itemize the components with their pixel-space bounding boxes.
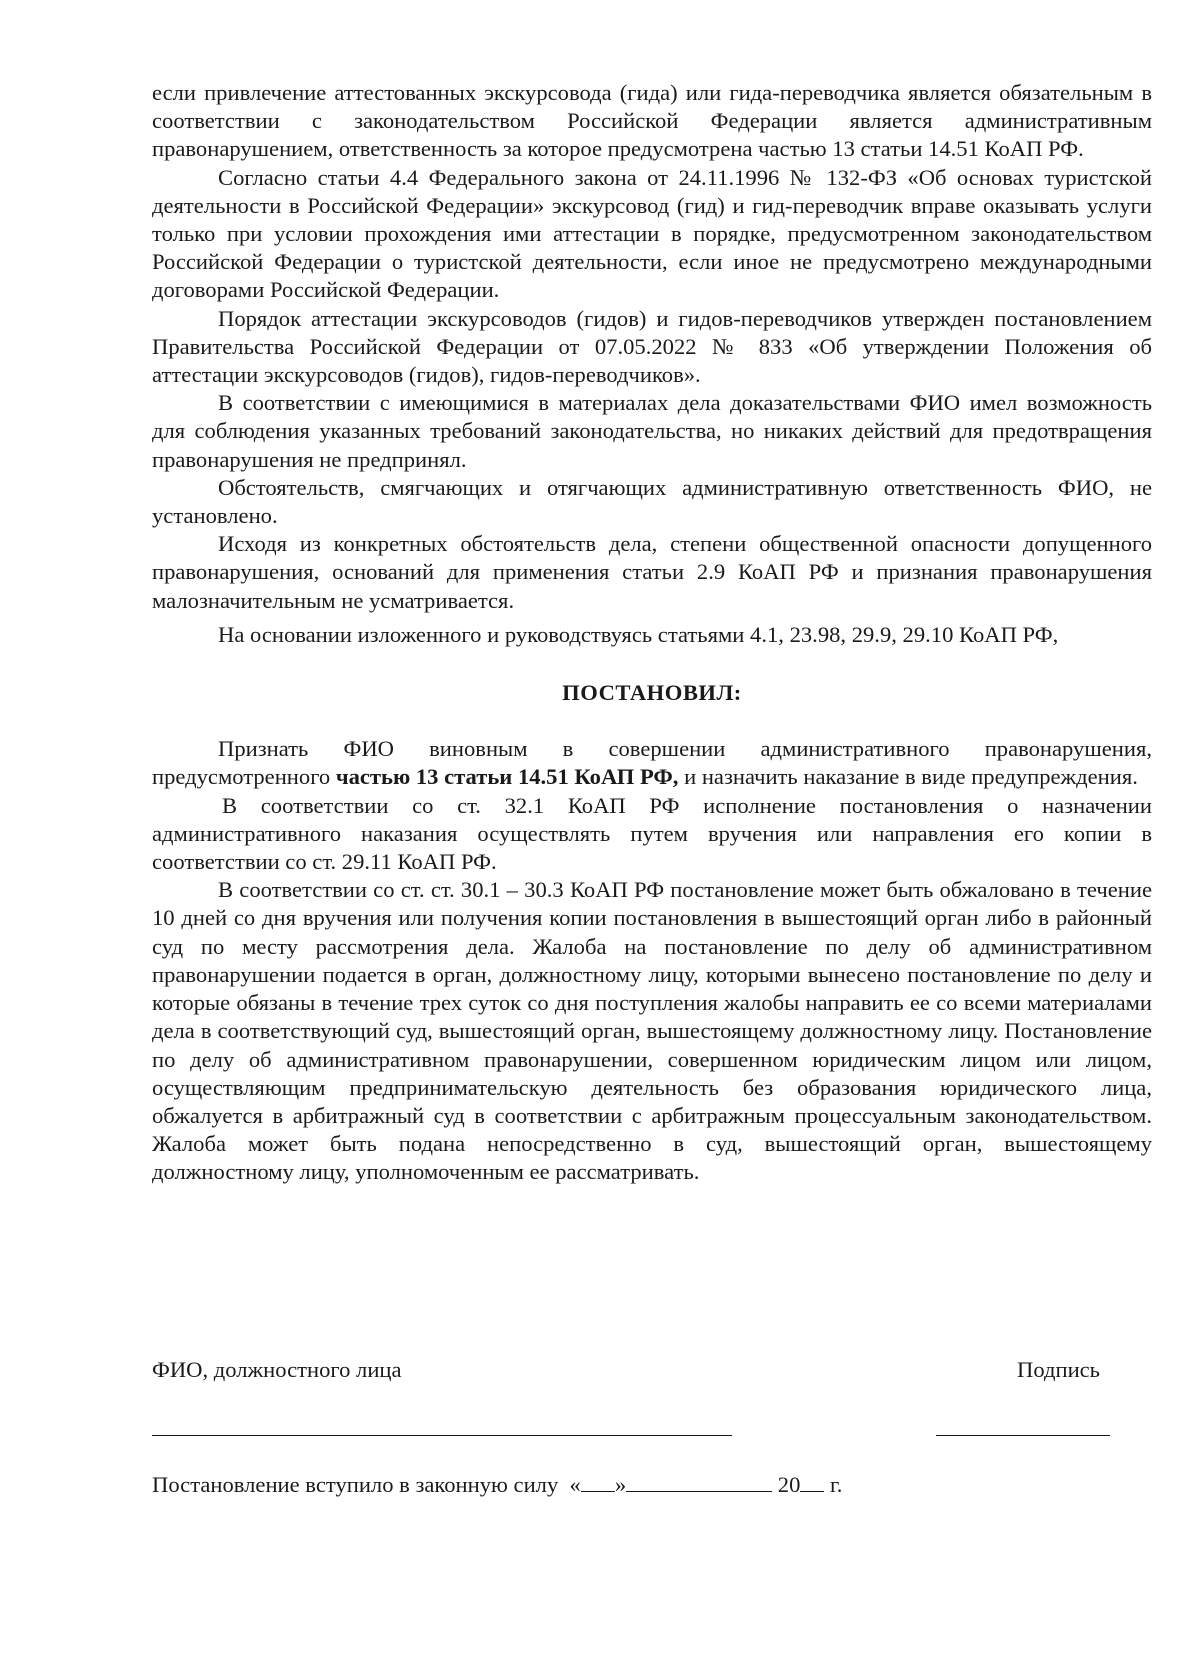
paragraph-insignificance: Исходя из конкретных обстоятельств дела, степени общественной опасности допущенного правонарушения, оснований для применения статьи 2.9 КоАП РФ и признания правонарушения малозначительным не усматривается. bbox=[152, 531, 1152, 613]
year-suffix: г. bbox=[824, 1472, 843, 1497]
paragraph-evidence: В соответствии с имеющимися в материалах дела доказательствами ФИО имел возможность для соблюдения указанных требований законодательства, но никаких действий для предотвращения правонарушения не предпринял. bbox=[152, 390, 1152, 472]
signature-line bbox=[936, 1435, 1110, 1436]
paragraph-liability: если привлечение аттестованных экскурсовода (гида) или гида-переводчика является обязательным в соответствии с законодательством Российской Федерации является административным правонарушением, ответственность за которое предусмотрена частью 13 статьи 14.51 КоАП РФ. bbox=[152, 80, 1152, 162]
signature-label: Подпись bbox=[1017, 1357, 1100, 1382]
official-label: ФИО, должностного лица bbox=[152, 1357, 402, 1382]
paragraph-attestation-order: Порядок аттестации экскурсоводов (гидов) и гидов-переводчиков утвержден постановлением Правительства Российской Федерации от 07.05.2022 № 833 «Об утверждении Положения об аттестации экскурсоводов (гидов), гидов-переводчиков». bbox=[152, 305, 1152, 388]
month-blank bbox=[626, 1471, 772, 1492]
ruling-text-after: и назначить наказание в виде предупреждения. bbox=[678, 764, 1138, 790]
year-prefix: 20 bbox=[772, 1472, 801, 1497]
paragraph-law-132fz: Согласно статьи 4.4 Федерального закона от 24.11.1996 № 132-ФЗ «Об основах туристской деятельности в Российской Федерации» экскурсовод (гид) и гид-переводчик вправе оказывать услуги только при условии прохождения ими аттестации в порядке, предусмотренном законодательством Российской Федерации о туристской деятельности, если иное не предусмотрено международными договорами Российской Федерации. bbox=[152, 164, 1152, 303]
paragraph-circumstances: Обстоятельств, смягчающих и отягчающих административную ответственность ФИО, не установлено. bbox=[152, 474, 1152, 529]
ruling-heading: ПОСТАНОВИЛ: bbox=[562, 680, 742, 706]
heading-spacer bbox=[152, 707, 1152, 735]
effective-close-quote: » bbox=[614, 1472, 627, 1497]
year-blank bbox=[800, 1471, 824, 1492]
ruling-text-bold: частью 13 статьи 14.51 КоАП РФ, bbox=[335, 764, 679, 790]
signature-block bbox=[152, 1357, 1152, 1557]
ruling-text-before: Признать ФИО виновным в совершении административного правонарушения, предусмотренного bbox=[152, 736, 1152, 790]
paragraph-appeal: В соответствии со ст. ст. 30.1 – 30.3 КоАП РФ постановление может быть обжаловано в течение 10 дней со дня вручения или получения копии постановления в вышестоящий орган либо в районный суд по месту рассмотрения дела. Жалоба на постановление по делу об административном правонарушении подается в орган, должностному лицу, которыми вынесено постановление по делу и которые обязаны в течение трех суток со дня поступления жалобы направить ее со всеми материалами дела в соответствующий суд, вышестоящий орган, вышестоящему должностному лицу. Постановление по делу об административном правонарушении, совершенном юридическим лицом или лицом, осуществляющим предпринимательскую деятельность без образования юридического лица, обжалуется в арбитражный суд в соответствии с арбитражным процессуальным законодательством. Жалоба может быть подана непосредственно в суд, вышестоящий орган, вышестоящему должностному лицу, уполномоченным ее рассматривать. bbox=[152, 877, 1152, 1185]
effective-prefix: Постановление вступило в законную силу « bbox=[152, 1472, 581, 1497]
day-blank bbox=[581, 1471, 615, 1492]
effective-date-line bbox=[152, 1471, 842, 1498]
document-body bbox=[152, 79, 1152, 1187]
paragraph-execution: В соответствии со ст. 32.1 КоАП РФ исполнение постановления о назначении административного наказания осуществлять путем вручения или направления его копии в соответствии со ст. 29.11 КоАП РФ. bbox=[152, 792, 1152, 875]
official-signature-line bbox=[152, 1435, 732, 1436]
paragraph-basis: На основании изложенного и руководствуясь статьями 4.1, 23.98, 29.9, 29.10 КоАП РФ, bbox=[218, 621, 1059, 647]
paragraph-ruling bbox=[152, 735, 1152, 791]
